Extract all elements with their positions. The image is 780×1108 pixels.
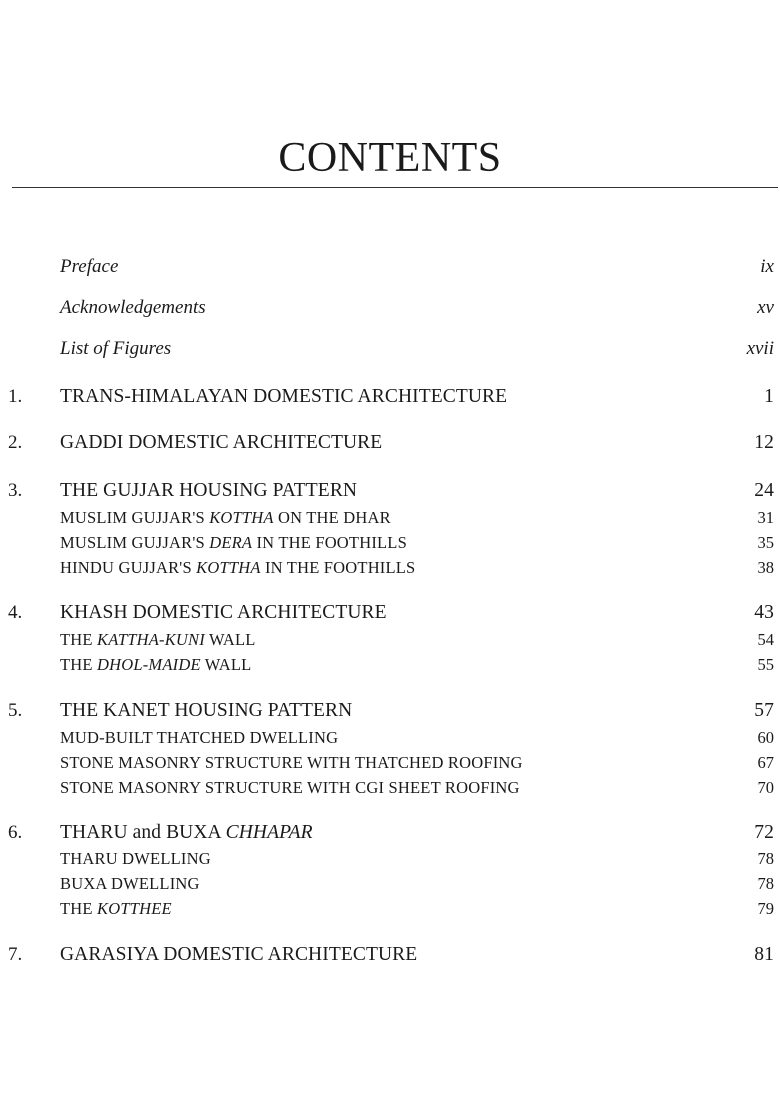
chapter-number: 6. [8,822,23,843]
toc-entry-page: ix [760,256,774,277]
toc-entry-label: Preface [60,256,119,277]
toc-entry-preface[interactable] [0,255,780,279]
chapter-page: 1 [764,386,774,407]
toc-section-6-3[interactable] [0,897,780,921]
chapter-number: 5. [8,700,23,721]
toc-chapter-5[interactable] [0,699,780,723]
chapter-page: 57 [754,700,774,721]
toc-section-3-3[interactable] [0,556,780,580]
section-title: STONE MASONRY STRUCTURE WITH CGI SHEET ROOFING [60,778,520,797]
toc-section-4-2[interactable] [0,653,780,677]
section-title: THE KATTHA-KUNI WALL [60,630,256,649]
toc-chapter-3[interactable] [0,479,780,503]
toc-entry-list-of-figures[interactable] [0,337,780,361]
chapter-title: TRANS-HIMALAYAN DOMESTIC ARCHITECTURE [60,386,508,407]
section-page: 78 [757,874,774,893]
chapter-page: 24 [754,480,774,501]
toc-entry-page: xvii [746,338,774,359]
chapter-number: 1. [8,386,23,407]
section-page: 60 [757,728,774,747]
chapter-number: 4. [8,602,23,623]
section-page: 78 [757,849,774,868]
chapter-page: 43 [754,602,774,623]
section-title: MUSLIM GUJJAR'S KOTTHA ON THE DHAR [60,508,391,527]
section-title: MUD-BUILT THATCHED DWELLING [60,728,339,747]
section-page: 70 [757,778,774,797]
toc-chapter-2[interactable] [0,431,780,455]
section-page: 79 [757,899,774,918]
toc-section-6-2[interactable] [0,872,780,896]
section-title: BUXA DWELLING [60,874,200,893]
chapter-title: THE GUJJAR HOUSING PATTERN [60,480,358,501]
toc-chapter-4[interactable] [0,601,780,625]
page-title: CONTENTS [278,135,502,181]
toc-section-5-1[interactable] [0,726,780,750]
title-rule [12,187,778,188]
toc-section-6-1[interactable] [0,847,780,871]
section-page: 31 [757,508,774,527]
section-title: THE DHOL-MAIDE WALL [60,655,252,674]
section-title: STONE MASONRY STRUCTURE WITH THATCHED ROOFING [60,753,523,772]
chapter-page: 12 [754,432,774,453]
chapter-title: THARU and BUXA CHHAPAR [60,822,313,843]
chapter-page: 81 [754,944,774,965]
chapter-title: THE KANET HOUSING PATTERN [60,700,353,721]
chapter-title: GADDI DOMESTIC ARCHITECTURE [60,432,383,453]
chapter-number: 7. [8,944,23,965]
toc-entry-acknowledgements[interactable] [0,296,780,320]
chapter-number: 2. [8,432,23,453]
toc-section-5-2[interactable] [0,751,780,775]
toc-entry-label: Acknowledgements [60,297,206,318]
toc-section-4-1[interactable] [0,628,780,652]
section-title: MUSLIM GUJJAR'S DERA IN THE FOOTHILLS [60,533,407,552]
section-page: 54 [757,630,774,649]
chapter-title: GARASIYA DOMESTIC ARCHITECTURE [60,944,418,965]
toc-chapter-1[interactable] [0,385,780,409]
section-page: 38 [757,558,774,577]
toc-section-3-2[interactable] [0,531,780,555]
toc-entry-label: List of Figures [60,338,172,359]
section-title: THARU DWELLING [60,849,211,868]
chapter-title: KHASH DOMESTIC ARCHITECTURE [60,602,387,623]
toc-section-3-1[interactable] [0,506,780,530]
toc-chapter-7[interactable] [0,943,780,967]
chapter-page: 72 [754,822,774,843]
section-page: 67 [757,753,774,772]
section-page: 35 [757,533,774,552]
section-page: 55 [757,655,774,674]
toc-section-5-3[interactable] [0,776,780,800]
chapter-number: 3. [8,480,23,501]
toc-entry-page: xv [757,297,774,318]
section-title: HINDU GUJJAR'S KOTTHA IN THE FOOTHILLS [60,558,416,577]
section-title: THE KOTTHEE [60,899,172,918]
toc-chapter-6[interactable] [0,821,780,845]
